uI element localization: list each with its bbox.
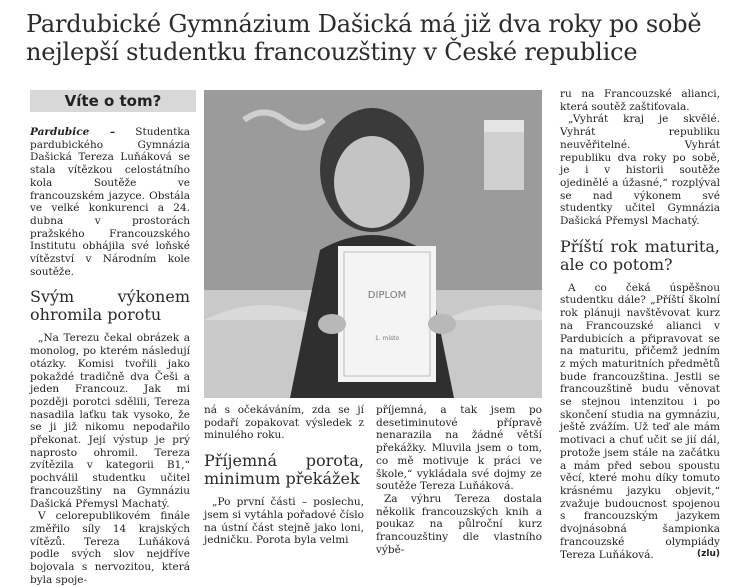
headline-line-1: Pardubické Gymnázium Dašická má již dva roky po sobě	[26, 10, 702, 38]
headline	[26, 10, 716, 66]
paragraph: „Po první části – poslechu, jsem si vytáhla pořadové číslo na ústní část stejně jako loni, jedničku. Porota byla velmi	[204, 496, 364, 547]
diploma-word: DIPLOM	[367, 290, 407, 301]
paragraph: A co čeká úspěšnou studentku dále? „Příští školní rok plánuji navštěvovat kurz na Francouzské alianci v Pardubicích a připravovat se na maturitu, přičemž jedním z mých maturitních předmětů bude francouzština. Jestli se francouzštině budu věnovat se stejnou intenzitou i po skončení studia na gymnáziu, ještě zvážím. Už teď ale mám motivaci a chuť učit se jií dál, protože jsem stále na začátku a mám před sebou spoustu věcí, které mohu díky tomuto krásnému jazyku objevit,“ zvažuje budoucnost spojenou s francouzským jazykem dvojnásobná šampionka francouzské olympiády Tereza Luňáková.	[560, 281, 720, 561]
column-4	[560, 88, 720, 561]
photo	[204, 90, 542, 398]
column-1	[30, 126, 190, 587]
lead-place: Pardubice –	[30, 126, 116, 138]
photo-image	[204, 90, 542, 398]
paragraph: ru na Francouzské alianci, která soutěž zaštiťovala.	[560, 88, 720, 113]
paragraph: „Na Terezu čekal obrázek a monolog, po kterém následují otázky. Komisi tvořili jako pokaždé tradičně dva Češi a jeden Francouz. Jak mi později porotci sdělili, Tereza nasadila laťku tak vysoko, že se ji již nikomu nepodařilo překonat. Její výstup je prý naprosto ohromil. Tereza zvítězila v kategorii B1,“ pochválil studentku učitel francouzštiny na Gymnáziu Dašická Přemysl Machatý.	[30, 332, 190, 510]
paragraph: příjemná, a tak jsem po desetiminutové přípravě nenarazila na žádné větší překážky. Mluvila jsem o tom, co mě motivuje k práci ve škole,“ vykládala své dojmy ze soutěže Tereza Luňáková.	[376, 404, 542, 493]
section-label: Víte o tom?	[30, 90, 196, 112]
diploma-place: 1. místo	[374, 335, 400, 342]
paragraph: V celorepublikovém finále změřilo síly 14 krajských vítězů. Tereza Luňáková podle svých slov nejdříve bojovala s nervozitou, která byla spoje-	[30, 510, 190, 586]
lead-paragraph	[30, 126, 190, 278]
column-3	[376, 404, 542, 556]
subheading-3: Příští rok maturita, ale co potom?	[560, 236, 720, 274]
subheading-1: Svým výkonem ohromila porotu	[30, 287, 190, 325]
headline-line-2: nejlepší studentku francouzštiny v České republice	[26, 38, 638, 66]
paragraph: Za výhru Tereza dostala několik francouzských knih a poukaz na půlroční kurz francouzštiny dle vlastního výbě-	[376, 492, 542, 556]
paragraph: ná s očekáváním, zda se jí podaří zopakovat výsledek z minulého roku.	[204, 404, 364, 442]
lead-text: Studentka pardubického Gymnázia Dašická Tereza Luňáková se stala vítězkou celostátního kola Soutěže ve francouzském jazyce. Obstála ve velké konkurenci a 24. dubna v prostorách pražského Francouzského Institutu obhájila své loňské vítězství v Národním kole soutěže.	[30, 126, 190, 278]
paragraph: „Vyhrát kraj je skvělé. Vyhrát republiku neuvěřitelné. Vyhrát republiku dva roky po sobě, je i v historii soutěže ojedinělé a úžasné,“ rozplýval se nad výkonem své studentky učitel Gymnázia Dašická Přemysl Machatý.	[560, 113, 720, 228]
column-2	[204, 404, 364, 547]
author-signature: (zlu)	[697, 549, 720, 559]
subheading-2: Příjemná porota, minimum překážek	[204, 451, 364, 489]
